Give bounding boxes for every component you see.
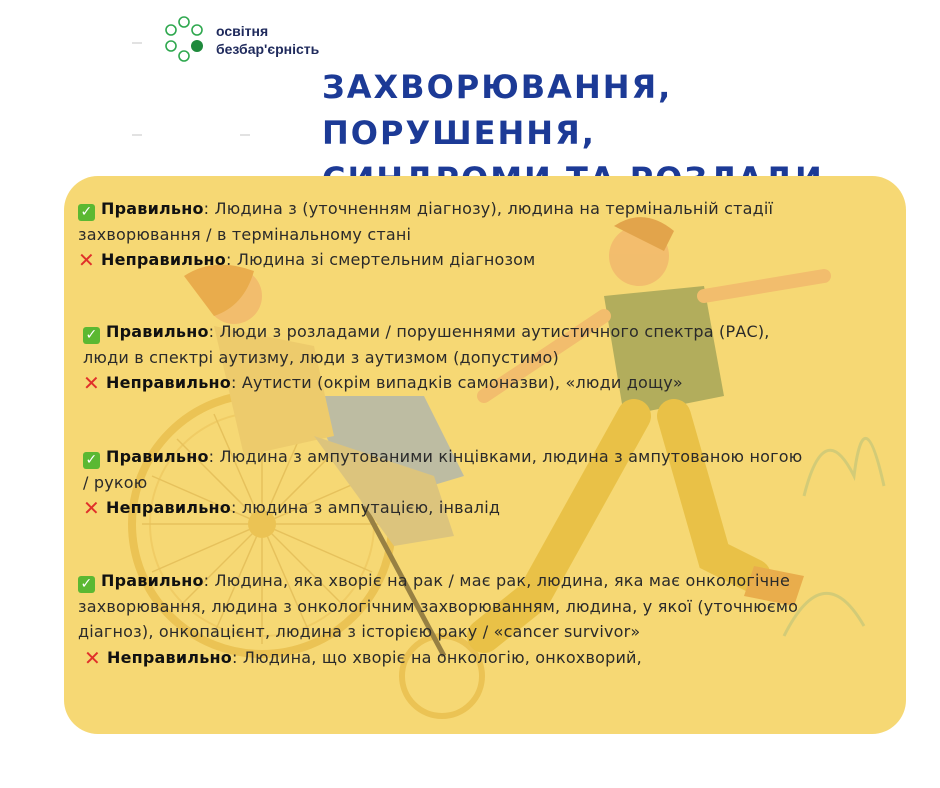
cross-icon: ✕ [78, 248, 95, 272]
logo-line-1: освітня [216, 23, 269, 39]
guideline-item [83, 444, 802, 521]
correct-label: Правильно [106, 322, 209, 341]
check-box-icon: ✓ [83, 452, 100, 469]
wrong-label: Неправильно [107, 647, 232, 667]
correct-text: : Людина з (уточненням діагнозу), людина на термінальній стадії [203, 199, 774, 218]
wrong-label: Неправильно [106, 373, 231, 392]
wrong-line [78, 247, 773, 273]
correct-text: : Людина, яка хворіє на рак / має рак, людина, яка має онкологічне [203, 571, 791, 590]
wrong-line [83, 495, 802, 521]
correct-line [83, 444, 802, 470]
wrong-text: : людина з ампутацією, інвалід [230, 498, 501, 517]
check-box-icon: ✓ [78, 576, 95, 593]
wrong-text: : Людина зі смертельним діагнозом [225, 250, 536, 269]
wrong-label: Неправильно [101, 250, 226, 269]
logo-mark-icon [160, 16, 208, 64]
correct-label: Правильно [101, 571, 204, 590]
cross-icon: ✕ [83, 496, 100, 520]
correct-text-continued: люди в спектрі аутизму, люди з аутизмом (допустимо) [83, 347, 559, 367]
correct-text-continued: діагноз), онкопацієнт, людина з історією раку / «cancer survivor» [78, 622, 641, 641]
guideline-item [83, 319, 770, 396]
correct-text: : Люди з розладами / порушеннями аутистичного спектра (РАС), [208, 322, 770, 341]
correct-label: Правильно [106, 447, 209, 466]
correct-text-continued: / рукою [83, 472, 148, 492]
cross-icon: ✕ [83, 371, 100, 395]
wrong-label: Неправильно [106, 498, 231, 517]
correct-line [83, 319, 770, 345]
guidelines-list [64, 176, 906, 734]
correct-line [78, 568, 798, 594]
wrong-text: : Людина, що хворіє на онкологію, онкохворий, [231, 647, 642, 667]
wrong-text: : Аутисти (окрім випадків самоназви), «люди дощу» [230, 373, 683, 392]
page-title-line-1: ЗАХВОРЮВАННЯ, ПОРУШЕННЯ, [322, 68, 673, 152]
check-box-icon: ✓ [78, 204, 95, 221]
decorative-dash [132, 42, 142, 44]
guideline-item [78, 568, 798, 670]
correct-line [78, 196, 773, 222]
logo [160, 16, 319, 64]
wrong-line [83, 370, 770, 396]
correct-label: Правильно [101, 199, 204, 218]
guideline-item [78, 196, 773, 273]
logo-wordmark [216, 22, 319, 58]
decorative-dash [132, 134, 142, 136]
decorative-dash [240, 134, 250, 136]
correct-text-continued: захворювання / в термінальному стані [78, 224, 412, 244]
correct-text-continued: захворювання, людина з онкологічним захворюванням, людина, у якої (уточнюємо [78, 596, 799, 616]
wrong-line [78, 645, 798, 671]
cross-icon: ✕ [84, 645, 101, 670]
correct-text: : Людина з ампутованими кінцівками, людина з ампутованою ногою [208, 447, 803, 466]
content-card [64, 176, 906, 734]
logo-line-2: безбар'єрність [216, 41, 320, 57]
check-box-icon: ✓ [83, 327, 100, 344]
